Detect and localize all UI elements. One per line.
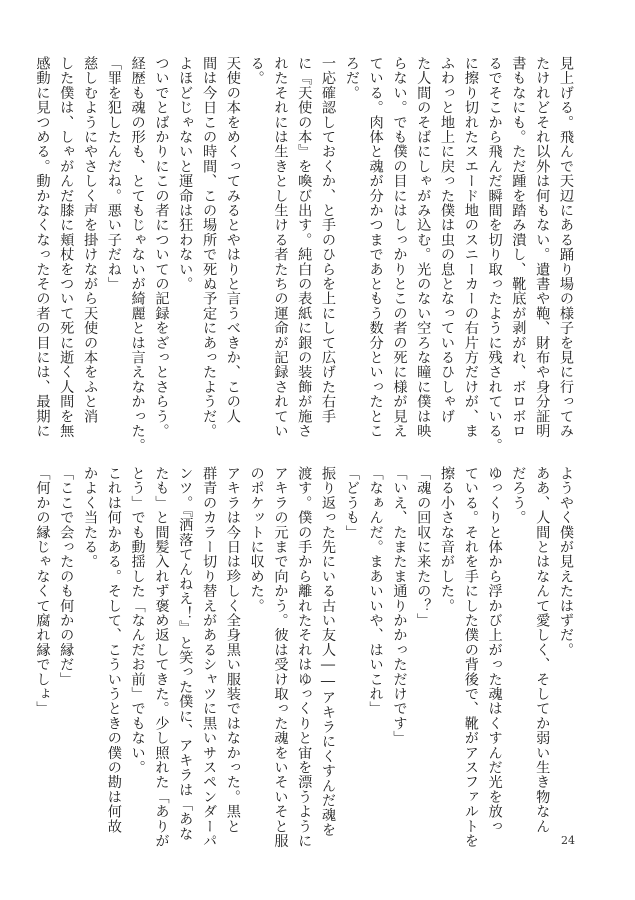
text-line: とう」でも動揺した「なんだお前」でもない。 (129, 466, 146, 775)
text-line: これは何かある。そして、こういうときの僕の勘は何故 (105, 466, 122, 834)
text-line: 見上げる。飛んで天辺にある踊り場の様子を見に行ってみ (558, 56, 574, 439)
text-line: たも」と間髪入れず褒め返してきた。少し照れた「ありが (153, 466, 170, 849)
text-line: 「いえ、たまたま通りかかっただけです」 (391, 466, 408, 746)
text-line: らない。でも僕の目にはしっかりとこの者の死に様が見え (391, 56, 408, 439)
text-line: ああ、人間とはなんて愛しく、そしてか弱い生き物なん (534, 466, 551, 834)
text-line: る。 (248, 56, 265, 86)
text-line: ている。それを手にした僕の背後で、靴がアスファルトを (462, 466, 479, 849)
text-line: かよく当たる。 (82, 466, 99, 569)
page-number: 24 (561, 834, 575, 847)
text-line: ゆっくりと体から浮かび上がった魂はくすんだ光を放っ (486, 466, 503, 834)
text-line: た人間のそばにしゃがみ込む。光のない空ろな瞳に僕は映 (415, 56, 432, 439)
text-line: 渡す。僕の手から離れたそれはゆっくりと宙を漂うように (296, 466, 313, 849)
text-line: 「どうも」 (343, 466, 360, 540)
text-line: した僕は、しゃがんだ膝に頬杖をついて死に逝く人間を無 (58, 56, 75, 439)
text-line: るでそこから飛んだ瞬間を切り取ったように残されている。 (486, 56, 503, 453)
text-line: ている。肉体と魂が分かつまであともう数分といったとこ (367, 56, 384, 439)
text-line: のポケットに収めた。 (248, 466, 265, 613)
text-line: 「魂の回収に来たの？」 (415, 466, 432, 628)
text-line: よほどじゃないと運命は狂わない。 (177, 56, 194, 292)
text-line: 天使の本をめくってみるとやはりと言うべきか、この人 (224, 56, 241, 424)
text-line: 一応確認しておくか、と手のひらを上にして広げた右手 (320, 56, 337, 424)
text-line: たけれどそれ以外は何もない。遺書や鞄、財布や身分証明 (534, 56, 551, 439)
text-line: ふわっと地上に戻った僕は虫の息となっているひしゃげ (439, 56, 456, 424)
text-line: アキラは今日は珍しく全身黒い服装ではなかった。黒と (224, 466, 241, 834)
text-line: ついでとばかりにこの者についての記録をざっとさらう。 (153, 56, 170, 439)
text-line: ンツ。『洒落てんねえ！』と笑った僕に、アキラは「あな (177, 466, 194, 842)
text-line: 感動に見つめる。動かなくなったその者の目には、最期に (34, 56, 51, 439)
text-line: 間は今日この時間、この場所で死ぬ予定にあったようだ。 (201, 56, 218, 439)
text-line: 擦る小さな音がした。 (439, 466, 456, 613)
text-line: 経歴も魂の形も、とてもじゃないが綺麗とは言えなかった。 (129, 56, 146, 453)
text-line: 「何かの縁じゃなくて腐れ縁でしょ」 (34, 466, 51, 716)
upper-text-block (30, 56, 577, 453)
text-line: 「なぁんだ。まあいいや、はいこれ」 (367, 466, 384, 716)
text-line: ようやく僕が見えたはずだ。 (558, 466, 574, 658)
text-line: 群青のカラー切り替えがあるシャツに黒いサスペンダーパ (201, 466, 218, 849)
text-line: 「ここで会ったのも何かの縁だ」 (58, 466, 75, 687)
text-line: 書もなにも。ただ踵を踏み潰し、靴底が剥がれ、ボロボロ (510, 56, 527, 439)
text-line: アキラの元まで向かう。彼は受け取った魂をいそいそと服 (272, 466, 289, 849)
text-line: ろだ。 (343, 56, 360, 101)
text-line: だろう。 (510, 466, 527, 525)
lower-text-block (30, 466, 577, 849)
text-line: に擦り切れたスエード地のスニーカーの右片方だけが、ま (462, 56, 479, 439)
text-line: 慈しむようにやさしく声を掛けながら天使の本をふと消 (82, 56, 99, 424)
text-line: 振り返った先にいる古い友人――アキラにくすんだ魂を (320, 466, 337, 838)
text-line: 「罪を犯したんだね。悪い子だね」 (105, 56, 122, 292)
text-line: に『天使の本』を喚び出す。純白の表紙に銀の装飾が施さ (296, 56, 313, 439)
text-line: れたそれには生きとし生ける者たちの運命が記録されてい (272, 56, 289, 439)
